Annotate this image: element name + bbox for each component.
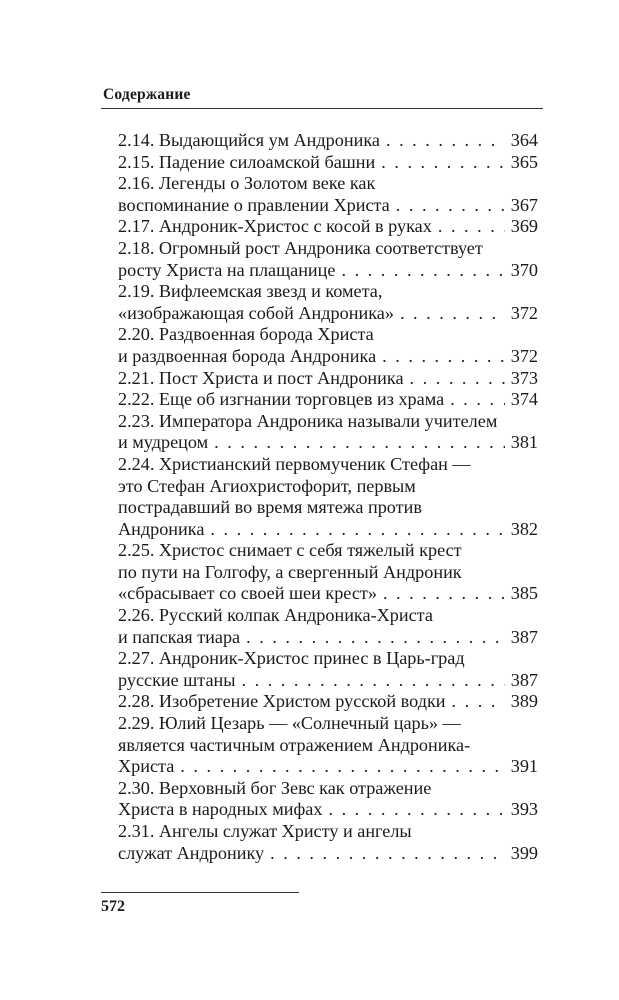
toc-entry-text: 2.16. Легенды о Золотом веке как bbox=[118, 173, 376, 194]
dot-leader bbox=[264, 843, 505, 865]
toc-entry-line bbox=[118, 195, 538, 217]
toc-entry-text: это Стефан Агиохристофорит, первым bbox=[118, 475, 416, 496]
dot-leader bbox=[404, 368, 505, 390]
toc-entry-line bbox=[118, 476, 538, 498]
toc-entry-text: 2.22. Еще об изгнании торговцев из храма bbox=[118, 389, 445, 410]
toc-entry-text: русские штаны bbox=[118, 669, 236, 690]
toc-entry-line bbox=[118, 627, 538, 649]
dot-leader bbox=[394, 303, 505, 325]
header-rule bbox=[101, 108, 543, 109]
toc-entry-text: 2.25. Христос снимает с себя тяжелый крест bbox=[118, 540, 462, 561]
toc-entry-line bbox=[118, 324, 538, 346]
toc-entry-line bbox=[118, 389, 538, 411]
toc-entry-text: служат Андронику bbox=[118, 842, 265, 863]
toc-entry bbox=[118, 821, 538, 864]
toc-entry bbox=[118, 238, 538, 281]
dot-leader bbox=[375, 152, 504, 174]
toc-entry-text: 2.21. Пост Христа и пост Андроника bbox=[118, 367, 404, 388]
toc-page-number: 387 bbox=[510, 669, 538, 690]
toc-entry-line bbox=[118, 756, 538, 778]
toc-page-number: 372 bbox=[510, 345, 538, 366]
toc-entry-line bbox=[118, 691, 538, 713]
toc-entry-line bbox=[118, 346, 538, 368]
toc-entry-text: и раздвоенная борода Андроника bbox=[118, 345, 377, 366]
dot-leader bbox=[235, 670, 504, 692]
toc-entry-line bbox=[118, 821, 538, 843]
toc-page-number: 391 bbox=[510, 756, 538, 777]
toc-entry-text: Андроника bbox=[118, 518, 205, 539]
toc-entry-line bbox=[118, 735, 538, 757]
toc-page-number: 399 bbox=[510, 842, 538, 863]
toc-entry-text: и мудрецом bbox=[118, 432, 209, 453]
table-of-contents bbox=[118, 130, 538, 864]
toc-entry-text: 2.28. Изобретение Христом русской водки bbox=[118, 691, 446, 712]
toc-page-number: 393 bbox=[510, 799, 538, 820]
toc-entry-line bbox=[118, 152, 538, 174]
toc-entry bbox=[118, 648, 538, 691]
toc-entry-line bbox=[118, 281, 538, 303]
toc-entry bbox=[118, 368, 538, 390]
toc-page-number: 370 bbox=[510, 259, 538, 280]
toc-page-number: 387 bbox=[510, 626, 538, 647]
running-header: Содержание bbox=[103, 86, 191, 103]
dot-leader bbox=[390, 195, 505, 217]
toc-entry bbox=[118, 778, 538, 821]
toc-entry-line bbox=[118, 713, 538, 735]
toc-entry-text: «изображающая собой Андроника» bbox=[118, 302, 394, 323]
toc-entry-line bbox=[118, 799, 538, 821]
toc-entry-line bbox=[118, 670, 538, 692]
toc-entry-line bbox=[118, 432, 538, 454]
toc-entry-text: 2.27. Андроник-Христос принес в Царь-град bbox=[118, 648, 465, 669]
toc-page-number: 389 bbox=[510, 691, 538, 712]
toc-entry-text: 2.15. Падение силоамской башни bbox=[118, 151, 376, 172]
dot-leader bbox=[208, 432, 505, 454]
toc-page-number: 374 bbox=[510, 389, 538, 410]
dot-leader bbox=[240, 627, 505, 649]
toc-entry bbox=[118, 389, 538, 411]
toc-entry-text: 2.30. Верховный бог Зевс как отражение bbox=[118, 777, 432, 798]
toc-entry-line bbox=[118, 605, 538, 627]
toc-entry-text: 2.19. Вифлеемская звезд и комета, bbox=[118, 281, 383, 302]
toc-entry-line bbox=[118, 562, 538, 584]
toc-entry-line bbox=[118, 497, 538, 519]
toc-entry-text: Христа bbox=[118, 756, 175, 777]
toc-entry-line bbox=[118, 238, 538, 260]
toc-entry bbox=[118, 281, 538, 324]
toc-entry-line bbox=[118, 411, 538, 433]
toc-entry-line bbox=[118, 130, 538, 152]
dot-leader bbox=[376, 346, 505, 368]
footer-rule bbox=[101, 892, 299, 893]
toc-entry-text: 2.31. Ангелы служат Христу и ангелы bbox=[118, 821, 412, 841]
dot-leader bbox=[432, 216, 505, 238]
toc-entry-text: «сбрасывает со своей шеи крест» bbox=[118, 583, 377, 604]
toc-entry-text: пострадавший во время мятежа против bbox=[118, 497, 422, 518]
toc-entry-line bbox=[118, 173, 538, 195]
page-number: 572 bbox=[101, 898, 125, 915]
toc-entry-text: 2.20. Раздвоенная борода Христа bbox=[118, 324, 374, 345]
dot-leader bbox=[335, 260, 504, 282]
toc-entry-line bbox=[118, 843, 538, 865]
dot-leader bbox=[377, 583, 505, 605]
toc-entry-text: по пути на Голгофу, а свергенный Андроник bbox=[118, 561, 462, 582]
toc-page-number: 367 bbox=[510, 194, 538, 215]
toc-entry-line bbox=[118, 648, 538, 670]
toc-entry-text: 2.14. Выдающийся ум Андроника bbox=[118, 130, 380, 150]
dot-leader bbox=[380, 130, 505, 152]
toc-entry-text: Христа в народных мифах bbox=[118, 799, 323, 820]
toc-entry-text: 2.17. Андроник-Христос с косой в руках bbox=[118, 216, 432, 237]
toc-page-number: 372 bbox=[510, 302, 538, 323]
toc-entry-line bbox=[118, 216, 538, 238]
toc-page-number: 381 bbox=[510, 432, 538, 453]
toc-entry-text: 2.18. Огромный рост Андроника соответствует bbox=[118, 237, 483, 258]
toc-entry-line bbox=[118, 583, 538, 605]
toc-entry-text: и папская тиара bbox=[118, 626, 241, 647]
toc-page-number: 364 bbox=[510, 130, 538, 150]
toc-entry bbox=[118, 152, 538, 174]
toc-entry-text: 2.29. Юлий Цезарь — «Солнечный царь» — bbox=[118, 713, 461, 734]
toc-entry bbox=[118, 130, 538, 152]
toc-entry bbox=[118, 691, 538, 713]
toc-entry-line bbox=[118, 368, 538, 390]
toc-entry-line bbox=[118, 303, 538, 325]
toc-entry-text: росту Христа на плащанице bbox=[118, 259, 336, 280]
toc-entry-line bbox=[118, 540, 538, 562]
toc-entry bbox=[118, 605, 538, 648]
toc-entry-line bbox=[118, 260, 538, 282]
toc-entry-text: является частичным отражением Андроника- bbox=[118, 734, 471, 755]
dot-leader bbox=[204, 519, 504, 541]
toc-entry bbox=[118, 411, 538, 454]
toc-entry-text: 2.26. Русский колпак Андроника-Христа bbox=[118, 605, 433, 626]
toc-entry bbox=[118, 713, 538, 778]
toc-entry bbox=[118, 216, 538, 238]
toc-page-number: 369 bbox=[510, 216, 538, 237]
toc-entry bbox=[118, 540, 538, 605]
dot-leader bbox=[444, 389, 505, 411]
toc-entry-line bbox=[118, 454, 538, 476]
toc-entry bbox=[118, 324, 538, 367]
toc-entry-text: воспоминание о правлении Христа bbox=[118, 194, 390, 215]
toc-page-number: 382 bbox=[510, 518, 538, 539]
toc-entry-line bbox=[118, 778, 538, 800]
dot-leader bbox=[322, 799, 504, 821]
toc-entry-text: 2.23. Императора Андроника называли учителем bbox=[118, 410, 498, 431]
toc-entry bbox=[118, 454, 538, 540]
toc-entry bbox=[118, 173, 538, 216]
toc-page-number: 385 bbox=[510, 583, 538, 604]
toc-entry-text: 2.24. Христианский первомученик Стефан — bbox=[118, 453, 471, 474]
toc-page-number: 373 bbox=[510, 367, 538, 388]
dot-leader bbox=[446, 691, 505, 713]
toc-entry-line bbox=[118, 519, 538, 541]
dot-leader bbox=[174, 756, 504, 778]
toc-page-number: 365 bbox=[510, 151, 538, 172]
